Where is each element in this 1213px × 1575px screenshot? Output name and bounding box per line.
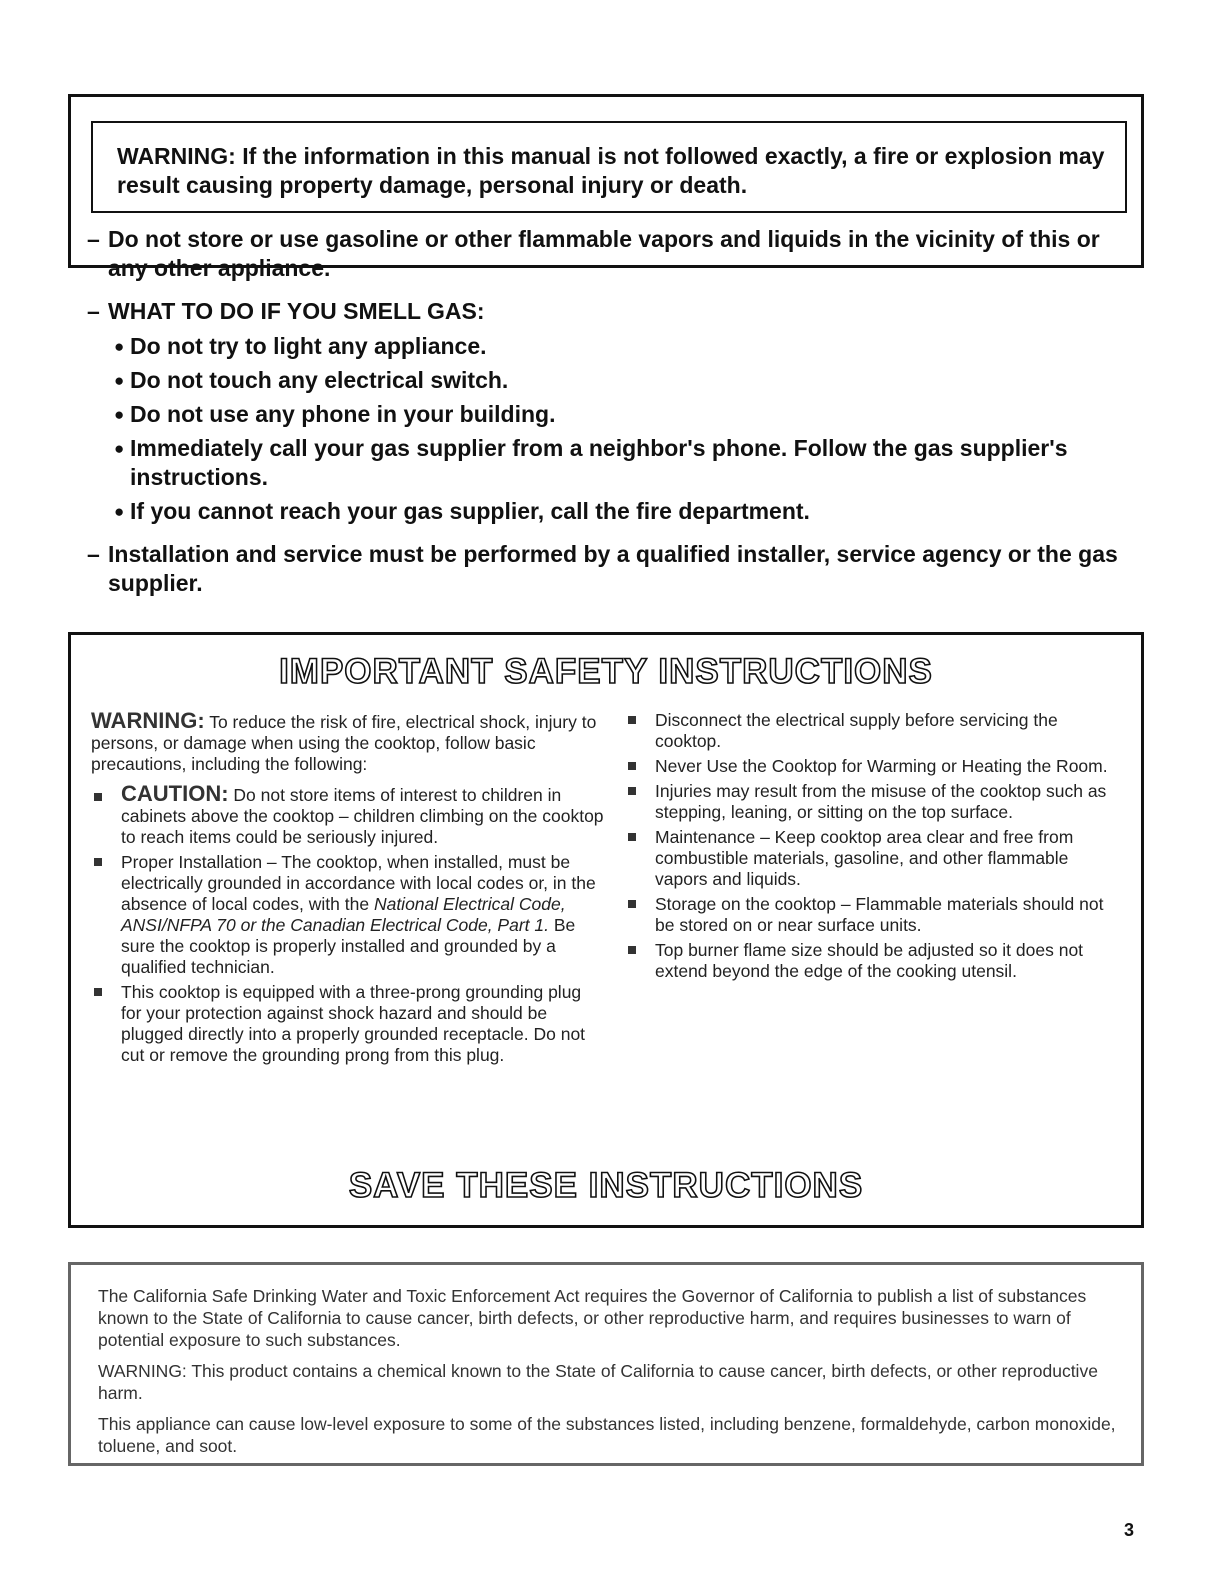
bullet-icon: ● xyxy=(114,405,125,424)
gas-warning-item-text: WHAT TO DO IF YOU SMELL GAS: xyxy=(108,298,485,324)
safety-bullet-item xyxy=(91,982,606,1066)
gas-sub-item-text: If you cannot reach your gas supplier, call the fire department. xyxy=(130,498,810,524)
dash-marker: – xyxy=(87,541,100,567)
gas-sub-item-text: Do not use any phone in your building. xyxy=(130,401,556,427)
safety-bullet-text: Storage on the cooktop – Flammable materials should not be stored on or near surface units. xyxy=(655,894,1104,935)
gas-warning-item xyxy=(87,540,1137,598)
safety-bullet-item xyxy=(625,756,1120,777)
caution-word: CAUTION: xyxy=(121,781,229,806)
gas-warning-item-text: Installation and service must be performed by a qualified installer, service agency or the gas supplier. xyxy=(108,541,1118,596)
gas-warning-heading: WARNING: If the information in this manual is not followed exactly, a fire or explosion may result causing property damage, personal injury or death. xyxy=(91,121,1127,213)
safety-bullet-text: Never Use the Cooktop for Warming or Heating the Room. xyxy=(655,756,1108,776)
safety-right-column xyxy=(625,710,1120,986)
bullet-icon: ● xyxy=(114,337,125,356)
page-number: 3 xyxy=(1124,1520,1135,1540)
gas-warning-list xyxy=(87,225,1137,598)
warning-word: WARNING: xyxy=(91,708,205,733)
bullet-icon: ● xyxy=(114,502,125,521)
gas-warning-item-text: Do not store or use gasoline or other flammable vapors and liquids in the vicinity of this or any other appliance. xyxy=(108,226,1100,281)
safety-bullet-item xyxy=(625,940,1120,982)
install-code-reference: National Electrical Code, ANSI/NFPA 70 or the Canadian Electrical Code, Part 1. xyxy=(121,894,566,935)
square-bullet-icon xyxy=(628,787,636,795)
save-instructions-title: SAVE THESE INSTRUCTIONS xyxy=(348,1166,864,1205)
gas-sub-item xyxy=(87,332,1137,361)
square-bullet-icon xyxy=(628,900,636,908)
gas-sub-item xyxy=(87,497,1137,526)
gas-sub-item xyxy=(87,400,1137,429)
safety-bullet-item xyxy=(91,852,606,978)
gas-sub-item-text: Do not try to light any appliance. xyxy=(130,333,487,359)
prop65-paragraph: This appliance can cause low-level exposure to some of the substances listed, including benzene, formaldehyde, carbon monoxide, toluene, and soot. xyxy=(98,1414,1116,1456)
safety-bullet-text: Maintenance – Keep cooktop area clear and free from combustible materials, gasoline, and other flammable vapors and liquids. xyxy=(655,827,1074,889)
safety-bullet-item xyxy=(625,894,1120,936)
gas-sub-item-text: Immediately call your gas supplier from a neighbor's phone. Follow the gas supplier's instructions. xyxy=(130,435,1068,490)
gas-warning-item xyxy=(87,225,1137,283)
square-bullet-icon xyxy=(628,946,636,954)
gas-sub-item-text: Do not touch any electrical switch. xyxy=(130,367,509,393)
square-bullet-icon xyxy=(628,762,636,770)
bullet-icon: ● xyxy=(114,371,125,390)
prop65-paragraph: WARNING: This product contains a chemical known to the State of California to cause cancer, birth defects, or other reproductive harm. xyxy=(98,1361,1098,1403)
gas-sub-item xyxy=(87,434,1137,492)
bullet-icon: ● xyxy=(114,439,125,458)
dash-marker: – xyxy=(87,298,100,324)
prop65-notice-box xyxy=(68,1262,1144,1466)
safety-bullet-item xyxy=(625,827,1120,890)
safety-warning-paragraph xyxy=(91,710,606,775)
square-bullet-icon xyxy=(628,833,636,841)
install-text: Proper Installation – The cooktop, when installed, must be electrically grounded in accordance with local codes or, in the absence of local codes, with the xyxy=(121,852,596,914)
gas-sub-item xyxy=(87,366,1137,395)
warning-text: To reduce the risk of fire, electrical shock, injury to persons, or damage when using the cooktop, follow basic precautions, including the following: xyxy=(91,712,597,774)
safety-title: IMPORTANT SAFETY INSTRUCTIONS xyxy=(279,652,933,691)
install-text-end: Be sure the cooktop is properly installed and grounded by a qualified technician. xyxy=(121,915,576,977)
square-bullet-icon xyxy=(628,716,636,724)
dash-marker: – xyxy=(87,226,100,252)
square-bullet-icon xyxy=(94,988,102,996)
caution-text: Do not store items of interest to children in cabinets above the cooktop – children climbing on the cooktop to reach items could be seriously injured. xyxy=(121,785,604,847)
safety-bullet-text: Top burner flame size should be adjusted so it does not extend beyond the edge of the cooking utensil. xyxy=(655,940,1084,981)
prop65-paragraph: The California Safe Drinking Water and Toxic Enforcement Act requires the Governor of California to publish a list of substances known to the State of California to cause cancer, birth defects, or other reproductive harm, and requires businesses to warn of potential exposure to such substances. xyxy=(98,1286,1087,1350)
safety-left-column xyxy=(91,710,606,1070)
safety-bullet-item xyxy=(91,783,606,848)
safety-bullet-item xyxy=(625,781,1120,823)
safety-bullet-text: Injuries may result from the misuse of the cooktop such as stepping, leaning, or sitting on the top surface. xyxy=(655,781,1107,822)
safety-bullet-item xyxy=(625,710,1120,752)
gas-warning-item xyxy=(87,297,1137,326)
safety-bullet-text: Disconnect the electrical supply before servicing the cooktop. xyxy=(655,710,1058,751)
square-bullet-icon xyxy=(94,793,102,801)
square-bullet-icon xyxy=(94,858,102,866)
grounding-text: This cooktop is equipped with a three-prong grounding plug for your protection against shock hazard and should be plugged directly into a properly grounded receptacle. Do not cut or remove the grounding prong from this plug. xyxy=(121,982,586,1065)
